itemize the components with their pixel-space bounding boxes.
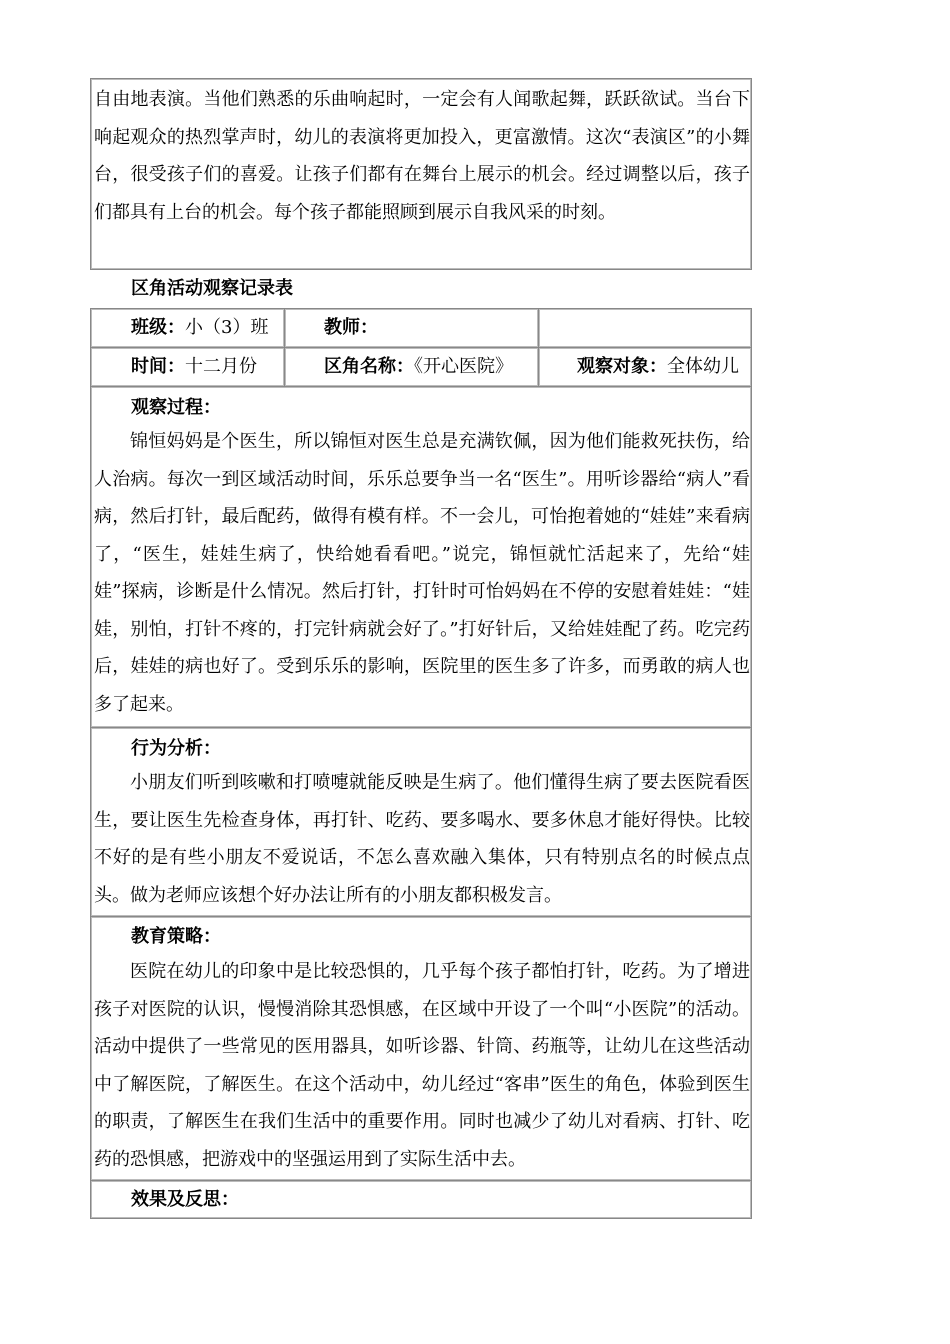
time-cell xyxy=(90,347,285,387)
target-cell xyxy=(538,347,752,387)
empty-cell xyxy=(538,308,752,348)
process-body: 锦恒妈妈是个医生，所以锦恒对医生总是充满钦佩，因为他们能救死扶伤，给人治病。每次一到区域活动时间，乐乐总要争当一名“医生”。用听诊器给“病人”看病，然后打针，最后配药，做得有模有样。不一会儿，可怡抱着她的“娃娃”来看病了，“医生，娃娃生病了，快给她看看吧。”说完，锦恒就忙活起来了，先给“娃娃”探病，诊断是什么情况。然后打针，打针时可怡妈妈在不停的安慰着娃娃：“娃娃，别怕，打针不疼的，打完针病就会好了。”打好针后，又给娃娃配了药。吃完药后，娃娃的病也好了。受到乐乐的影响，医院里的医生多了许多，而勇敢的病人也多了起来。 xyxy=(94,431,750,715)
class-label: 班级： xyxy=(131,317,185,338)
time-label: 时间： xyxy=(131,356,185,377)
table-title: 区角活动观察记录表 xyxy=(131,278,293,299)
analysis-heading: 行为分析： xyxy=(131,738,221,759)
analysis-body: 小朋友们听到咳嗽和打喷嚏就能反映是生病了。他们懂得生病了要去医院看医生，要让医生先检查身体，再打针、吃药、要多喝水、要多休息才能好得快。比较不好的是有些小朋友不爱说话，不怎么喜欢融入集体，只有特别点名的时候点点头。做为老师应该想个好办法让所有的小朋友都积极发言。 xyxy=(94,772,750,906)
target-label: 观察对象： xyxy=(577,356,667,377)
teacher-cell xyxy=(284,308,539,348)
continuation-text: 自由地表演。当他们熟悉的乐曲响起时，一定会有人闻歌起舞，跃跃欲试。当台下响起观众的热烈掌声时，幼儿的表演将更加投入，更富激情。这次“表演区”的小舞台，很受孩子们的喜爱。让孩子们都有在舞台上展示的机会。经过调整以后，孩子们都具有上台的机会。每个孩子都能照顾到展示自我风采的时刻。 xyxy=(94,89,750,223)
area-label: 区角名称： xyxy=(324,356,414,377)
area-value: 《开心医院》 xyxy=(414,356,513,377)
process-heading: 观察过程： xyxy=(131,397,221,418)
time-value: 十二月份 xyxy=(185,356,257,377)
strategy-body: 医院在幼儿的印象中是比较恐惧的，几乎每个孩子都怕打针，吃药。为了增进孩子对医院的认识，慢慢消除其恐惧感，在区域中开设了一个叫“小医院”的活动。活动中提供了一些常见的医用器具，如听诊器、针筒、药瓶等，让幼儿在这些活动中了解医院，了解医生。在这个活动中，幼儿经过“客串”医生的角色，体验到医生的职责，了解医生在我们生活中的重要作用。同时也减少了幼儿对看病、打针、吃药的恐惧感，把游戏中的坚强运用到了实际生活中去。 xyxy=(94,961,750,1170)
target-value: 全体幼儿 xyxy=(667,356,739,377)
reflection-heading: 效果及反思： xyxy=(131,1189,239,1210)
class-value: 小（3）班 xyxy=(185,317,269,338)
teacher-label: 教师： xyxy=(324,317,378,338)
class-cell xyxy=(90,308,285,348)
strategy-heading: 教育策略： xyxy=(131,926,221,947)
area-cell xyxy=(284,347,539,387)
